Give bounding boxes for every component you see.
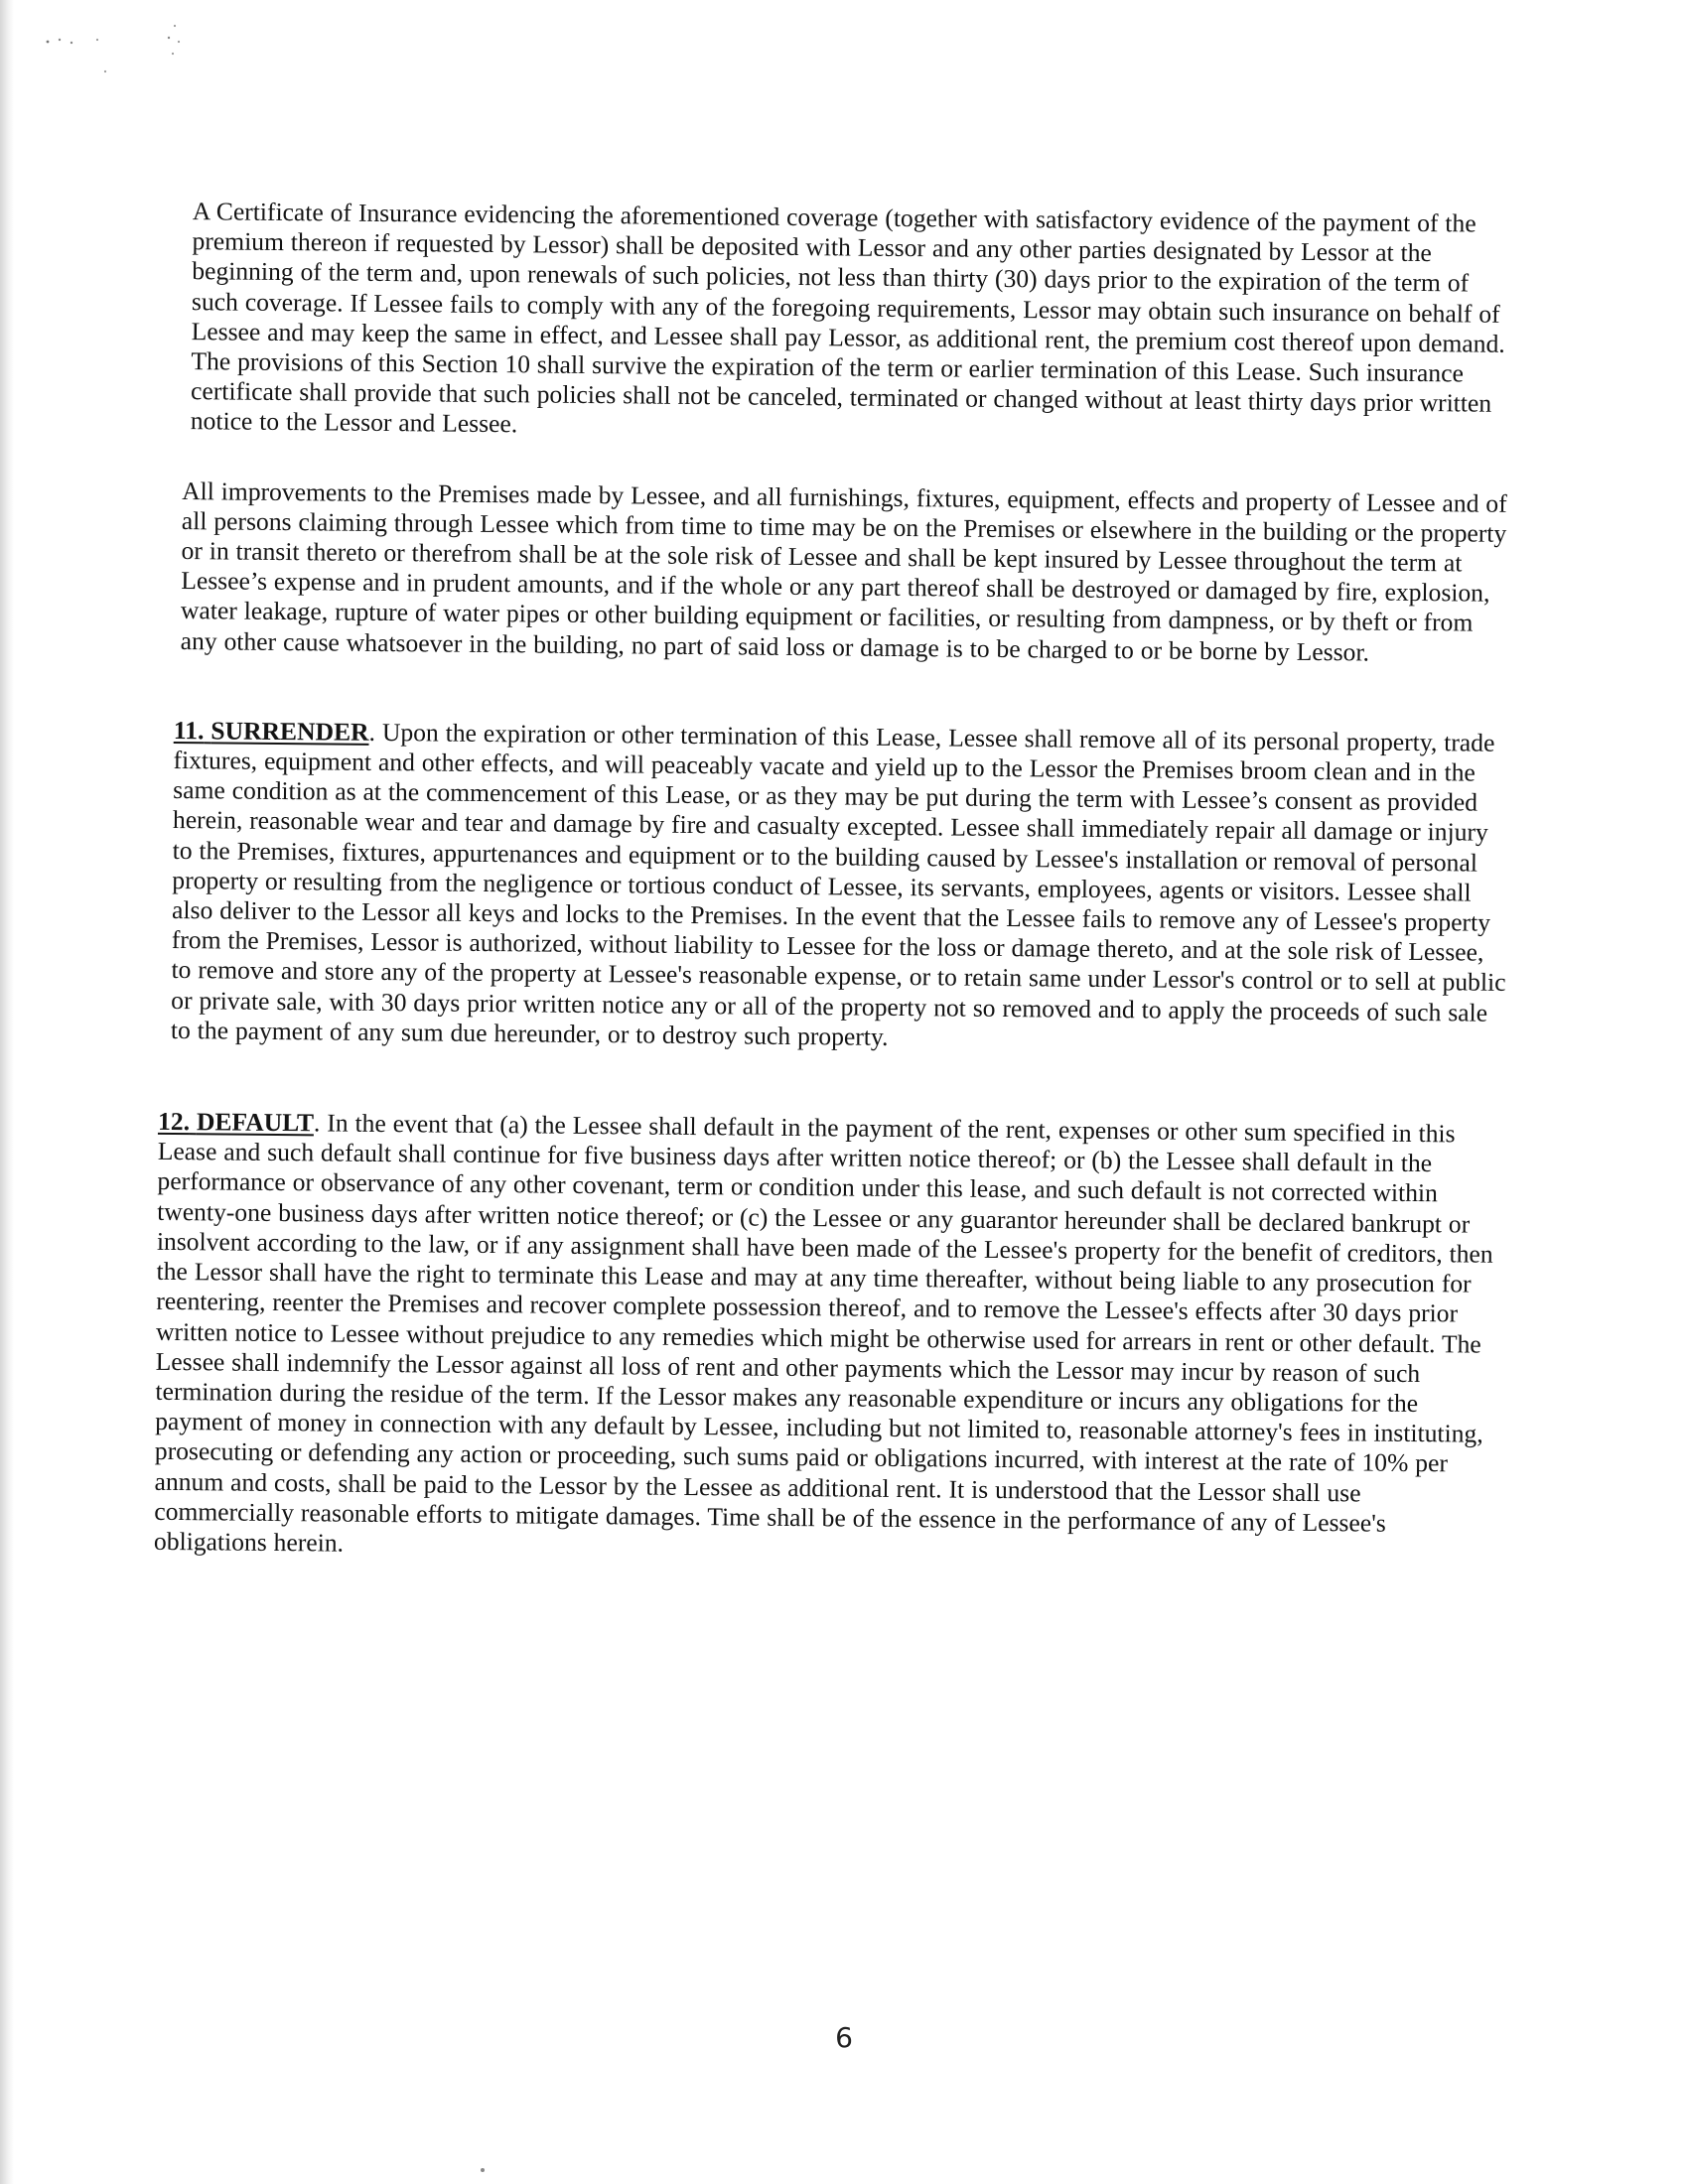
section-surrender-title-punct: . [368,717,376,747]
section-surrender-body: Upon the expiration or other termination of this Lease, Lessee shall remove all of its personal property, trade fixtures, equipment and other effects, and will peaceably vacate and yield up to the Lessor the Premises broom clean and in the same condition as at the commencement of this Lease, or as they may be put during the term with Lessee’s consent as provided herein, reasonable wear and tear and damage by fire and casualty excepted. Lessee shall immediately repair all damage or injury to the Premises, fixtures, appurtenances and equipment or to the building caused by Lessee's installation or removal of personal property or resulting from the negligence or tortious conduct of Lessee, its servants, employees, agents or visitors. Lessee shall also deliver to the Lessor all keys and locks to the Premises. In the event that the Lessee fails to remove any of Lessee's property from the Premises, Lessor is authorized, without liability to Lessee for the loss or damage thereto, and at the sole risk of Lessee, to remove and store any of the property at Lessee's reasonable expense, or to retain same under Lessor's control or to sell at public or private sale, with 30 days prior written notice any or all of the property not so removed and to apply the proceeds of such sale to the payment of any sum due hereunder, or to destroy such property. [170,717,1506,1051]
section-default-title: DEFAULT [196,1107,315,1138]
page-number: 6 [835,2021,853,2054]
section-default-heading [158,1107,314,1138]
section-surrender-number: 11. [173,715,205,746]
paragraph-insurance-certificate: A Certificate of Insurance evidencing the aforementioned coverage (together with satisfactory evidence of the payment of the premium thereon if requested by Lessor) shall be deposited with Lessor and any other parties designated by Lessor at the beginning of the term and, upon renewals of such policies, not less than thirty (30) days prior to the expiration of the term of such coverage. If Lessee fails to comply with any of the foregoing requirements, Lessor may obtain such insurance on behalf of Lessee and may keep the same in effect, and Lessee shall pay Lessor, as additional rent, the premium cost thereof upon demand. The provisions of this Section 10 shall survive the expiration of the term or earlier termination of this Lease. Such insurance certificate shall provide that such policies shall not be canceled, terminated or changed without at least thirty days prior written notice to the Lessor and Lessee. [190,197,1505,439]
scan-dust-speck-bottom [481,2168,485,2172]
section-default [154,1107,1508,1570]
scan-edge-shadow [0,0,14,2184]
scan-dust-specks [40,18,209,77]
paragraph-improvements: All improvements to the Premises made by Lessee, and all furnishings, fixtures, equipment, effects and property of Lessee and of all persons claiming through Lessee which from time to time may be on the Premises or elsewhere in the building or the property or in transit thereto or therefrom shall be at the sole risk of Lessee and shall be kept insured by Lessee throughout the term at Lessee’s expense and in prudent amounts, and if the whole or any part thereof shall be destroyed or damaged by fire, explosion, water leakage, rupture of water pipes or other building equipment or facilities, or resulting from dampness, or by theft or from any other cause whatsoever in the building, no part of said loss or damage is to be charged to or be borne by Lessor. [180,476,1507,667]
section-surrender-title: SURRENDER [211,716,369,747]
section-default-body: In the event that (a) the Lessee shall default in the payment of the rent, expenses or other sum specified in this Lease and such default shall continue for five business days after written notice thereof; or (b) the Lessee shall default in the performance or observance of any other covenant, term or condition under this lease, and such default is not corrected within twenty-one business days after written notice thereof; or (c) the Lessee or any guarantor hereunder shall be declared bankrupt or insolvent according to the law, or if any assignment shall have been made of the Lessee's property for the benefit of creditors, then the Lessor shall have the right to terminate this Lease and may at any time thereafter, without being liable to any prosecution for reentering, reenter the Premises and recover complete possession thereof, and to remove the Lessee's effects after 30 days prior written notice to Lessee without prejudice to any remedies which might be otherwise used for arrears in rent or other default. The Lessee shall indemnify the Lessor against all loss of rent and other payments which the Lessor may incur by reason of such termination during the residue of the term. If the Lessor makes any reasonable expenditure or incurs any obligations for the payment of money in connection with any default by Lessee, including but not limited to, reasonable attorney's fees in instituting, prosecuting or defending any action or proceeding, such sums paid or obligations incurred, with interest at the rate of 10% per annum and costs, shall be paid to the Lessor by the Lessee as additional rent. It is understood that the Lessor shall use commercially reasonable efforts to mitigate damages. Time shall be of the essence in the performance of any of Lessee's obligations herein. [153,1108,1493,1558]
section-default-title-punct: . [313,1108,321,1138]
section-surrender-heading [174,716,369,747]
document-body [153,197,1517,1570]
section-surrender [171,716,1512,1058]
section-default-number: 12. [157,1106,191,1137]
